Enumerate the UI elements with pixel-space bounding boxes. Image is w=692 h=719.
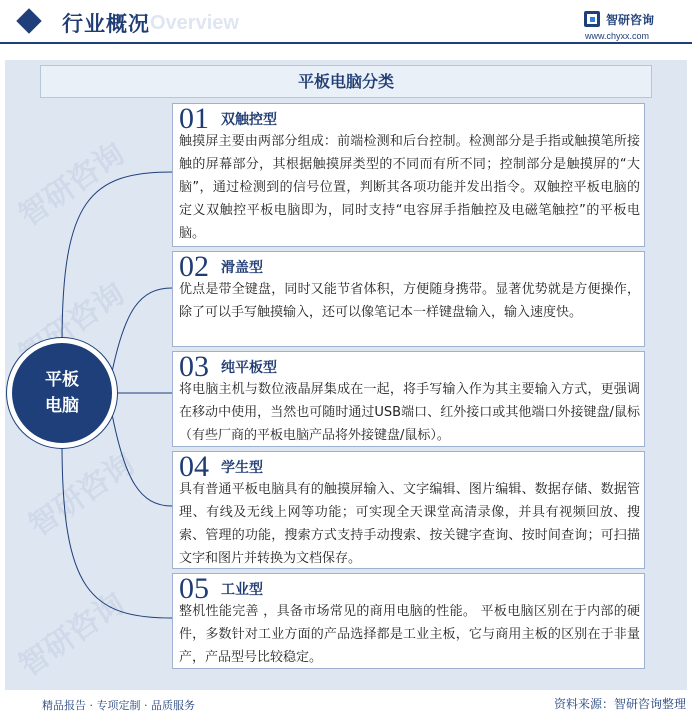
footer-tagline: 精品报告 · 专项定制 · 品质服务 <box>42 699 195 712</box>
section-title-en: Overview <box>150 12 239 34</box>
card-number: 03 <box>179 350 209 383</box>
center-line-1: 平板 <box>45 370 79 390</box>
center-line-2: 电脑 <box>45 396 79 416</box>
card-number: 05 <box>179 572 209 605</box>
diamond-icon <box>16 8 41 33</box>
card-number: 01 <box>179 102 209 135</box>
brand-logo-icon <box>584 11 600 27</box>
card-body: 将电脑主机与数位液晶屏集成在一起，将手写输入作为其主要输入方式，更强调在移动中使用，当然也可随时通过USB端口、红外接口或其他端口外接键盘/鼠标（有些厂商的平板电脑产品将外接键盘/鼠标）。 <box>179 382 640 443</box>
footer-source: 资料来源：智研咨询整理 <box>553 697 686 711</box>
footer <box>0 690 692 719</box>
card-title: 学生型 <box>221 460 263 476</box>
category-card <box>172 573 645 669</box>
card-title: 双触控型 <box>221 112 277 128</box>
category-card <box>172 251 645 347</box>
category-card <box>172 103 645 247</box>
card-number: 02 <box>179 250 209 283</box>
card-title: 工业型 <box>221 582 263 598</box>
section-title: 行业概况 <box>62 12 150 36</box>
card-body: 具有普通平板电脑具有的触摸屏输入、文字编辑、图片编辑、数据存储、数据管理、有线及无线上网等功能；可实现全天课堂高清录像，并具有视频回放、搜索、管理的功能，搜索方式支持手动搜索、按关键字查询、按时间查询；可扫描文字和图片并转换为文档保存。 <box>179 482 640 566</box>
card-title: 纯平板型 <box>221 360 277 376</box>
panel-title: 平板电脑分类 <box>40 65 652 98</box>
card-body: 整机性能完善 ，具备市场常见的商用电脑的性能。 平板电脑区别在于内部的硬件，多数针对工业方面的产品选择都是工业主板，它与商用主板的区别在于非量产，产品型号比较稳定。 <box>179 604 640 665</box>
center-node <box>12 343 112 443</box>
category-card <box>172 451 645 569</box>
category-card <box>172 351 645 447</box>
card-body: 触摸屏主要由两部分组成：前端检测和后台控制。检测部分是手指或触摸笔所接触的屏幕部分，其根据触摸屏类型的不同而有所不同；控制部分是触摸屏的“大脑”，通过检测到的信号位置，判断其各项功能并发出指令。双触控平板电脑的定义双触控平板电脑即为，同时支持“电容屏手指触控及电磁笔触控”的平板电脑。 <box>179 134 640 241</box>
brand-name: 智研咨询 <box>606 13 655 27</box>
card-body: 优点是带全键盘，同时又能节省体积，方便随身携带。显著优势就是方便操作，除了可以手写触摸输入，还可以像笔记本一样键盘输入，输入速度快。 <box>179 282 640 320</box>
card-number: 04 <box>179 450 209 483</box>
brand-site: www.chyxx.com <box>585 31 650 41</box>
header-divider <box>0 42 692 44</box>
card-title: 滑盖型 <box>221 260 263 276</box>
header <box>0 0 692 50</box>
